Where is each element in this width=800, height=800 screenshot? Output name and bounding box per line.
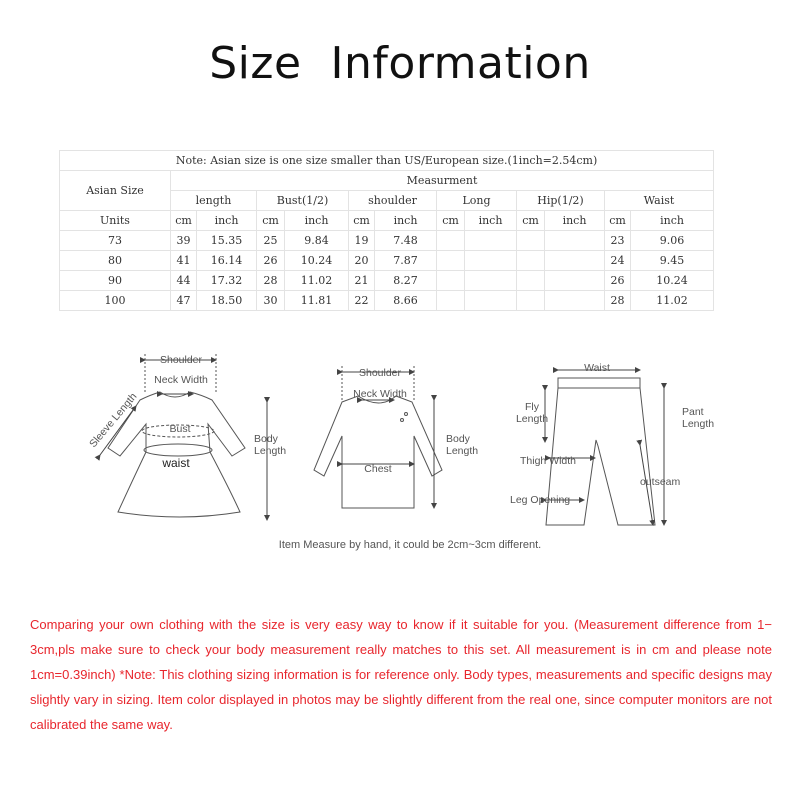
pants-pant-length-label-2: Length [682, 418, 715, 430]
value-cell: 10.24 [631, 271, 714, 291]
value-cell [517, 231, 545, 251]
value-cell [437, 271, 465, 291]
dress-body-length-label-2: Length [254, 445, 287, 457]
dress-neck-width-label: Neck Width [154, 374, 208, 386]
table-header-row [60, 171, 714, 191]
size-table [59, 150, 714, 311]
value-cell [465, 271, 517, 291]
pants-pant-length-label: Pant [682, 406, 704, 418]
pants-fly-length-label: Fly [525, 401, 539, 413]
value-cell: 10.24 [285, 251, 349, 271]
table-row [60, 291, 714, 311]
value-cell: 26 [605, 271, 631, 291]
value-cell [545, 251, 605, 271]
value-cell [437, 291, 465, 311]
unit-cell: cm [605, 211, 631, 231]
value-cell: 8.66 [375, 291, 437, 311]
size-cell: 80 [60, 251, 171, 271]
unit-cell: cm [171, 211, 197, 231]
size-cell: 100 [60, 291, 171, 311]
group-header: length [171, 191, 257, 211]
value-cell [545, 291, 605, 311]
value-cell [465, 231, 517, 251]
value-cell [437, 231, 465, 251]
value-cell: 9.45 [631, 251, 714, 271]
unit-cell: inch [465, 211, 517, 231]
group-header: Long [437, 191, 517, 211]
group-header: shoulder [349, 191, 437, 211]
size-cell: 90 [60, 271, 171, 291]
units-label: Units [60, 211, 171, 231]
value-cell: 30 [257, 291, 285, 311]
table-row [60, 231, 714, 251]
value-cell: 7.87 [375, 251, 437, 271]
top-neck-width-label: Neck Width [353, 388, 407, 400]
unit-cell: inch [197, 211, 257, 231]
pants-waist-label: Waist [584, 362, 610, 374]
page-title: Size Information [209, 38, 591, 89]
value-cell [517, 291, 545, 311]
value-cell: 24 [605, 251, 631, 271]
value-cell: 17.32 [197, 271, 257, 291]
table-row [60, 251, 714, 271]
group-header: Bust(1/2) [257, 191, 349, 211]
table-note-row [60, 151, 714, 171]
value-cell: 16.14 [197, 251, 257, 271]
value-cell [517, 251, 545, 271]
value-cell [517, 271, 545, 291]
value-cell: 23 [605, 231, 631, 251]
pants-leg-opening-label: Leg Opening [510, 494, 571, 506]
top-body-length-label: Body [446, 433, 470, 445]
value-cell: 11.02 [285, 271, 349, 291]
measurement-header: Measurment [171, 171, 714, 191]
group-header: Waist [605, 191, 714, 211]
value-cell: 7.48 [375, 231, 437, 251]
dress-waist-label: waist [162, 456, 190, 470]
top-shoulder-label: Shoulder [358, 367, 402, 379]
top-body-length-label-2: Length [446, 445, 479, 457]
value-cell: 11.81 [285, 291, 349, 311]
value-cell: 28 [605, 291, 631, 311]
value-cell: 15.35 [197, 231, 257, 251]
value-cell: 20 [349, 251, 375, 271]
value-cell [545, 231, 605, 251]
table-row [60, 271, 714, 291]
pants-thigh-width-label: Thigh Width [520, 455, 577, 467]
value-cell: 8.27 [375, 271, 437, 291]
unit-cell: inch [285, 211, 349, 231]
unit-cell: cm [257, 211, 285, 231]
unit-cell: cm [517, 211, 545, 231]
top-chest-label: Chest [364, 463, 392, 475]
value-cell [465, 251, 517, 271]
measurement-diagram [80, 340, 740, 530]
value-cell: 22 [349, 291, 375, 311]
value-cell [465, 291, 517, 311]
unit-cell: cm [437, 211, 465, 231]
unit-cell: inch [545, 211, 605, 231]
dress-bust-label: Bust [169, 423, 191, 435]
value-cell: 47 [171, 291, 197, 311]
value-cell: 9.06 [631, 231, 714, 251]
unit-cell: cm [349, 211, 375, 231]
table-note: Note: Asian size is one size smaller than US/European size.(1inch=2.54cm) [60, 151, 714, 171]
sizing-notes: Comparing your own clothing with the size is very easy way to know if it suitable for you. (Measurement difference from 1− 3cm,pls make sure to check your body measurement really matches to this set. All measurement is in cm and please note 1cm=0.39inch) *Note: This clothing sizing information is for reference only. Body types, measurements and specific designs may slightly vary in sizing. Item color displayed in photos may be slightly different from the real one, since computer monitors are not calibrated the same way. [30, 617, 772, 732]
dress-shoulder-label: Shoulder [159, 354, 203, 366]
value-cell: 25 [257, 231, 285, 251]
table-units-row [60, 211, 714, 231]
size-cell: 73 [60, 231, 171, 251]
value-cell: 39 [171, 231, 197, 251]
value-cell: 26 [257, 251, 285, 271]
value-cell: 19 [349, 231, 375, 251]
value-cell: 44 [171, 271, 197, 291]
dress-body-length-label: Body [254, 433, 278, 445]
dress-sleeve-length-label: Sleeve Length [87, 390, 140, 450]
asian-size-header: Asian Size [60, 171, 171, 211]
value-cell: 11.02 [631, 291, 714, 311]
value-cell [437, 251, 465, 271]
size-rows [60, 231, 714, 311]
value-cell: 9.84 [285, 231, 349, 251]
value-cell: 21 [349, 271, 375, 291]
unit-cell: inch [375, 211, 437, 231]
value-cell: 28 [257, 271, 285, 291]
pants-outseam-label: outseam [640, 476, 681, 488]
pants-fly-length-label-2: Length [515, 413, 549, 425]
value-cell [545, 271, 605, 291]
unit-cell: inch [631, 211, 714, 231]
measure-caption: Item Measure by hand, it could be 2cm~3cm different. [278, 539, 542, 551]
value-cell: 41 [171, 251, 197, 271]
value-cell: 18.50 [197, 291, 257, 311]
group-header: Hip(1/2) [517, 191, 605, 211]
